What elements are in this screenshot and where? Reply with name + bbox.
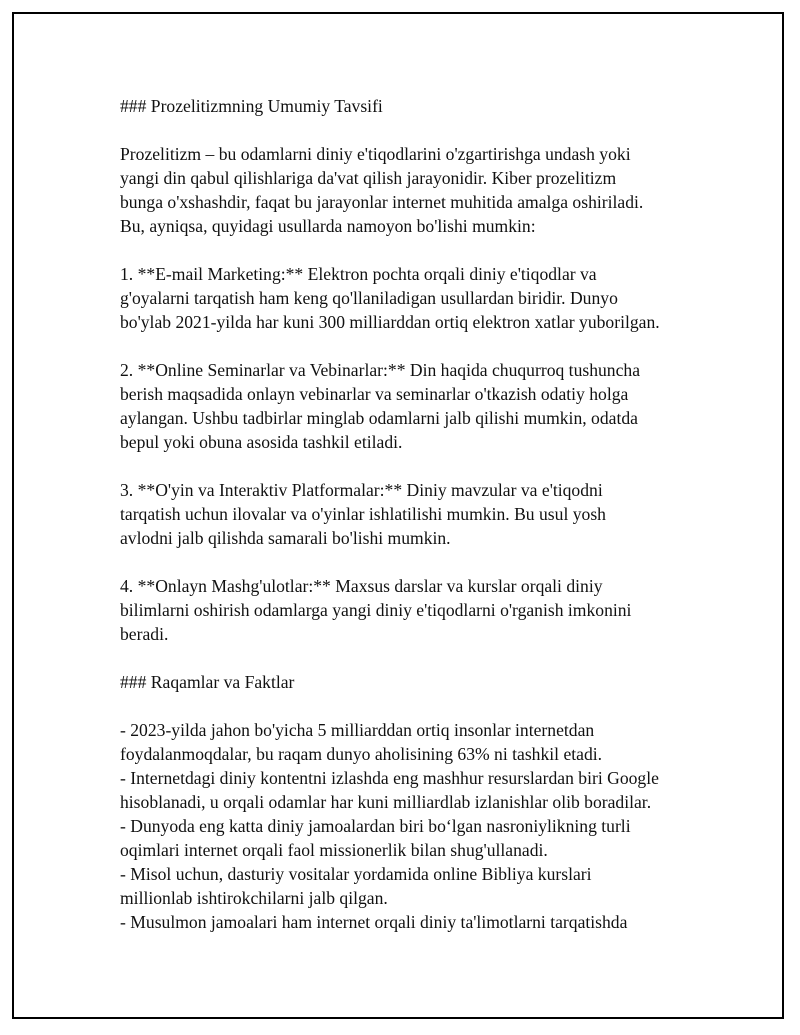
text-line: Prozelitizm – bu odamlarni diniy e'tiqodlarini o'zgartirishga undash yoki: [120, 144, 631, 164]
list-item-email-marketing: [120, 262, 720, 334]
text-line: 4. **Onlayn Mashg'ulotlar:** Maxsus darslar va kurslar orqali diniy: [120, 576, 603, 596]
document-page: [12, 12, 784, 1019]
section-heading-overview: ### Prozelitizmning Umumiy Tavsifi: [120, 96, 383, 116]
text-line: millionlab ishtirokchilarni jalb qilgan.: [120, 888, 388, 908]
text-line: 2. **Online Seminarlar va Vebinarlar:** Din haqida chuqurroq tushuncha: [120, 360, 641, 380]
text-line: bilimlarni oshirish odamlarga yangi diniy e'tiqodlarni o'rganish imkonini: [120, 600, 632, 620]
list-item-interactive-platforms: [120, 478, 720, 550]
section-heading-facts: ### Raqamlar va Faktlar: [120, 672, 295, 692]
text-line: bunga o'xshashdir, faqat bu jarayonlar internet muhitida amalga oshiriladi.: [120, 192, 644, 212]
text-line: 1. **E-mail Marketing:** Elektron pochta orqali diniy e'tiqodlar va: [120, 264, 597, 284]
text-line: bepul yoki obuna asosida tashkil etiladi.: [120, 432, 403, 452]
text-line: bo'ylab 2021-yilda har kuni 300 milliarddan ortiq elektron xatlar yuborilgan.: [120, 312, 660, 332]
text-line: 3. **O'yin va Interaktiv Platformalar:** Diniy mavzular va e'tiqodni: [120, 480, 603, 500]
text-line: beradi.: [120, 624, 169, 644]
paragraph-gap: [120, 334, 720, 358]
paragraph-gap: [120, 454, 720, 478]
intro-paragraph: [120, 142, 720, 238]
text-line: tarqatish uchun ilovalar va o'yinlar ishlatilishi mumkin. Bu usul yosh: [120, 504, 606, 524]
text-line: - Musulmon jamoalari ham internet orqali diniy ta'limotlarni tarqatishda: [120, 912, 628, 932]
list-item-online-seminars: [120, 358, 720, 454]
paragraph-gap: [120, 118, 720, 142]
text-line: oqimlari internet orqali faol missionerlik bilan shug'ullanadi.: [120, 840, 548, 860]
paragraph-gap: [120, 694, 720, 718]
text-line: - 2023-yilda jahon bo'yicha 5 milliarddan ortiq insonlar internetdan: [120, 720, 595, 740]
text-line: hisoblanadi, u orqali odamlar har kuni milliardlab izlanishlar olib boradilar.: [120, 792, 652, 812]
text-line: g'oyalarni tarqatish ham keng qo'llaniladigan usullardan biridir. Dunyo: [120, 288, 618, 308]
text-line: berish maqsadida onlayn vebinarlar va seminarlar o'tkazish odatiy holga: [120, 384, 629, 404]
document-body: [120, 94, 720, 934]
paragraph-gap: [120, 238, 720, 262]
paragraph-gap: [120, 550, 720, 574]
text-line: aylangan. Ushbu tadbirlar minglab odamlarni jalb qilishi mumkin, odatda: [120, 408, 638, 428]
text-line: - Internetdagi diniy kontentni izlashda eng mashhur resurslardan biri Google: [120, 768, 659, 788]
text-line: avlodni jalb qilishda samarali bo'lishi mumkin.: [120, 528, 451, 548]
text-line: - Misol uchun, dasturiy vositalar yordamida online Bibliya kurslari: [120, 864, 592, 884]
text-line: - Dunyoda eng katta diniy jamoalardan biri boʻlgan nasroniylikning turli: [120, 816, 631, 836]
list-item-online-lessons: [120, 574, 720, 646]
facts-list: [120, 718, 720, 934]
text-line: foydalanmoqdalar, bu raqam dunyo aholisining 63% ni tashkil etadi.: [120, 744, 603, 764]
paragraph-gap: [120, 646, 720, 670]
text-line: Bu, ayniqsa, quyidagi usullarda namoyon bo'lishi mumkin:: [120, 216, 536, 236]
text-line: yangi din qabul qilishlariga da'vat qilish jarayonidir. Kiber prozelitizm: [120, 168, 617, 188]
